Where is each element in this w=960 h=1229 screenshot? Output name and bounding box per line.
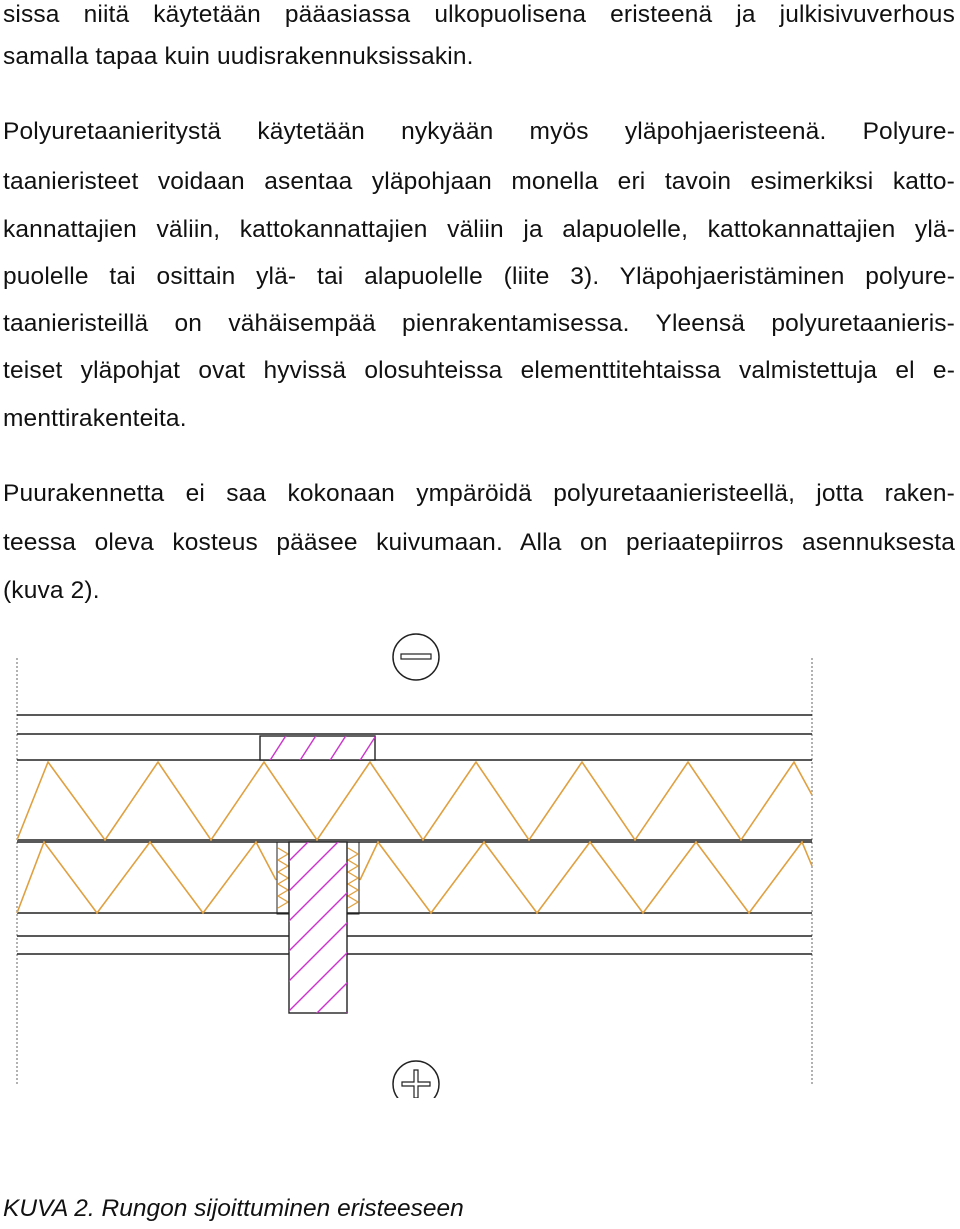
text-line: Puurakennetta ei saa kokonaan ympäröidä polyuretaanieristeellä, jotta raken- (3, 480, 955, 507)
text-line: puolelle tai osittain ylä- tai alapuolelle (liite 3). Yläpohjaeristäminen polyure- (3, 263, 955, 290)
text-line: sissa niitä käytetään pääasiassa ulkopuolisena eristeenä ja julkisivuverhous (3, 1, 955, 28)
text-line: samalla tapaa kuin uudisrakennuksissakin. (3, 43, 474, 70)
insulation-zigzag-lower-right (360, 842, 812, 913)
plus-circle-icon (393, 1061, 439, 1098)
rafter-stud (280, 790, 360, 1080)
layer-lines (17, 715, 812, 954)
text-line: teessa oleva kosteus pääsee kuivumaan. Alla on periaatepiirros asennuksesta (3, 529, 955, 556)
text-line: taanieristeillä on vähäisempää pienrakentamisessa. Yleensä polyuretaanieris- (3, 310, 955, 337)
figure-caption: KUVA 2. Rungon sijoittuminen eristeeseen (3, 1195, 464, 1222)
roof-insulation-section-drawing (0, 628, 960, 1098)
text-line: menttirakenteita. (3, 405, 187, 432)
text-line: (kuva 2). (3, 577, 100, 604)
minus-circle-icon (393, 634, 439, 680)
insulation-zigzag-lower (17, 842, 276, 913)
text-line: taanieristeet voidaan asentaa yläpohjaan monella eri tavoin esimerkiksi katto- (3, 168, 955, 195)
top-batten (260, 720, 416, 776)
text-line: teiset yläpohjat ovat hyvissä olosuhteissa elementtitehtaissa valmistettuja el e- (3, 357, 955, 384)
text-line: Polyuretaanieritystä käytetään nykyään myös yläpohjaeristeenä. Polyure- (3, 118, 955, 145)
text-line: kannattajien väliin, kattokannattajien väliin ja alapuolelle, kattokannattajien ylä- (3, 216, 955, 243)
insulation-zigzag-upper (17, 762, 812, 840)
